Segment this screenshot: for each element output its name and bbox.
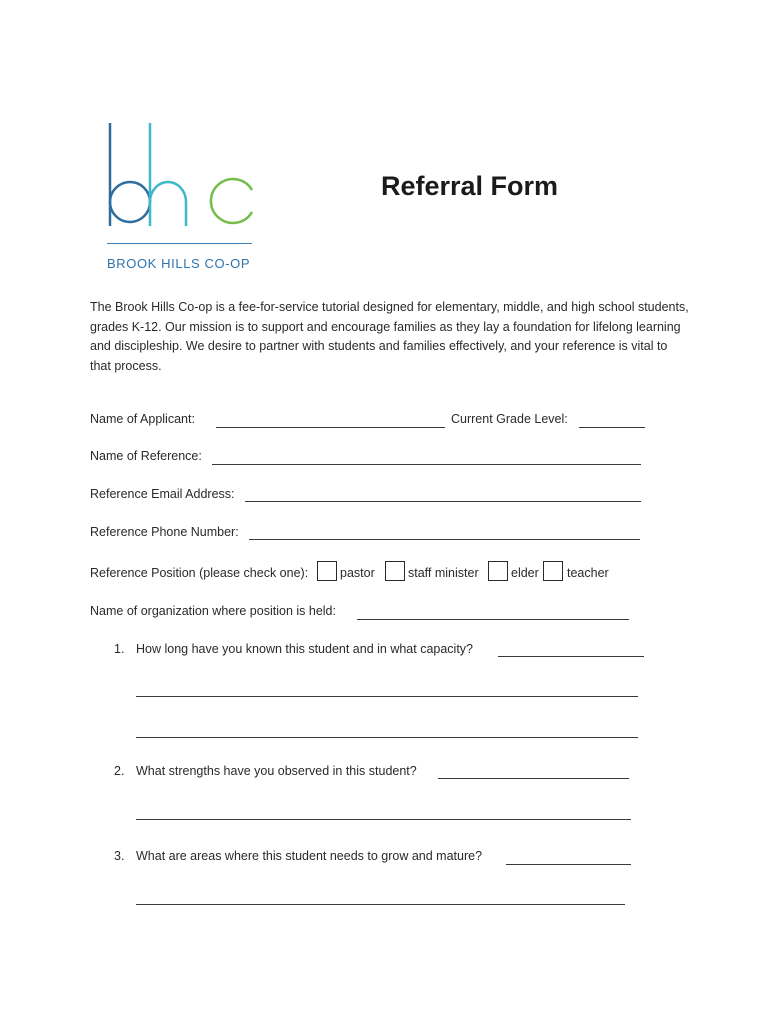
bhc-logo bbox=[104, 120, 259, 235]
reference-phone-label: Reference Phone Number: bbox=[90, 525, 239, 539]
staff-minister-checkbox[interactable] bbox=[385, 561, 405, 581]
question-3-answer-line[interactable] bbox=[136, 904, 625, 905]
staff-minister-label: staff minister bbox=[408, 566, 479, 580]
grade-label: Current Grade Level: bbox=[451, 412, 568, 426]
question-1-answer-line[interactable] bbox=[498, 656, 644, 657]
reference-name-field[interactable] bbox=[212, 464, 641, 465]
question-3-number: 3. bbox=[114, 849, 125, 863]
logo-caption: BROOK HILLS CO-OP bbox=[107, 256, 251, 271]
teacher-checkbox[interactable] bbox=[543, 561, 563, 581]
question-2-number: 2. bbox=[114, 764, 125, 778]
question-1-number: 1. bbox=[114, 642, 125, 656]
teacher-label: teacher bbox=[567, 566, 609, 580]
question-3-text: What are areas where this student needs to grow and mature? bbox=[136, 849, 483, 863]
organization-field[interactable] bbox=[357, 619, 629, 620]
grade-field[interactable] bbox=[579, 427, 645, 428]
reference-name-label: Name of Reference: bbox=[90, 449, 202, 463]
elder-label: elder bbox=[511, 566, 539, 580]
question-2-answer-line[interactable] bbox=[136, 819, 631, 820]
question-1-answer-line[interactable] bbox=[136, 696, 638, 697]
page-title: Referral Form bbox=[381, 171, 559, 201]
reference-email-field[interactable] bbox=[245, 501, 641, 502]
question-2-answer-line[interactable] bbox=[438, 778, 629, 779]
position-label: Reference Position (please check one): bbox=[90, 566, 309, 580]
elder-checkbox[interactable] bbox=[488, 561, 508, 581]
pastor-label: pastor bbox=[340, 566, 375, 580]
question-1-answer-line[interactable] bbox=[136, 737, 638, 738]
reference-email-label: Reference Email Address: bbox=[90, 487, 235, 501]
organization-label: Name of organization where position is held: bbox=[90, 604, 336, 618]
applicant-field[interactable] bbox=[216, 427, 445, 428]
reference-phone-field[interactable] bbox=[249, 539, 640, 540]
intro-paragraph: The Brook Hills Co-op is a fee-for-service tutorial designed for elementary, middle, and high school students, grades K-12. Our mission is to support and encourage families as they lay a foundation for lifelong learning and discipleship. We desire to partner with students and families effectively, and your reference is vital to that process. bbox=[90, 300, 689, 373]
applicant-label: Name of Applicant: bbox=[90, 412, 195, 426]
question-1-text: How long have you known this student and in what capacity? bbox=[136, 642, 474, 656]
question-3-answer-line[interactable] bbox=[506, 864, 631, 865]
pastor-checkbox[interactable] bbox=[317, 561, 337, 581]
logo-divider bbox=[107, 243, 252, 244]
question-2-text: What strengths have you observed in this student? bbox=[136, 764, 417, 778]
